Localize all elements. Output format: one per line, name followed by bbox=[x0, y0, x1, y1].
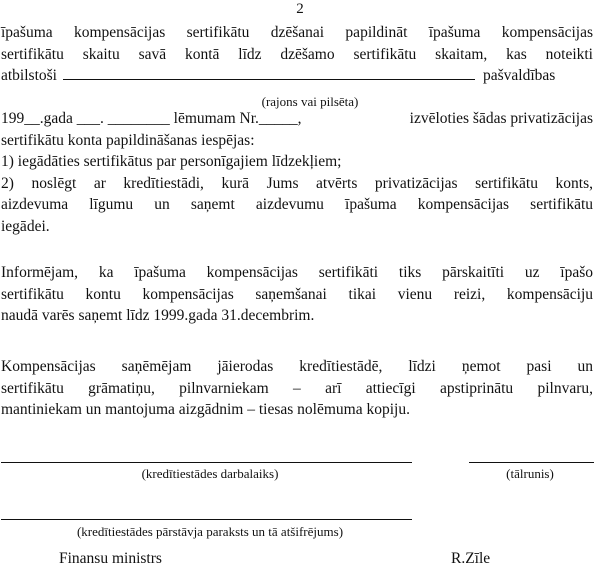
text-line: Kompensācijas saņēmējam jāierodas kredītiestādē, līdzi ņemot pasi un bbox=[1, 358, 593, 375]
working-hours-caption: (kredītiestādes darbalaiks) bbox=[141, 466, 279, 481]
paragraph-decision-options bbox=[1, 108, 593, 237]
decision-line bbox=[1, 108, 593, 130]
phone-caption: (tālrunis) bbox=[506, 466, 554, 481]
text-line: mantiniekam un mantojuma aizgādnim – tiesas nolēmuma kopiju. bbox=[1, 401, 410, 418]
text-fragment: pašvaldības bbox=[482, 67, 556, 84]
working-hours-line bbox=[1, 462, 412, 463]
municipality-blank bbox=[63, 66, 475, 80]
paragraph-required-documents bbox=[1, 356, 593, 421]
text-fragment: izvēloties šādas privatizācijas bbox=[409, 110, 593, 127]
text-fragment: atbilstoši bbox=[1, 67, 57, 84]
option-2-line: 2) noslēgt ar kredītiestādi, kurā Jums atvērts privatizācijas sertifikātu konts, bbox=[1, 174, 593, 192]
text-line: sertifikātu skaitu savā kontā līdz dzēšamo sertifikātu skaitam, kas noteikti bbox=[1, 45, 593, 63]
page-number: 2 bbox=[296, 1, 304, 17]
municipality-caption: (rajons vai pilsēta) bbox=[261, 94, 359, 109]
text-line: sertifikātu kontu kompensācijas saņemšanai tikai vienu reizi, kompensāciju bbox=[1, 285, 593, 303]
option-1: 1) iegādāties sertifikātus par personīgajiem līdzekļiem; bbox=[1, 153, 342, 170]
text-line: sertifikātu konta papildināšanas iespējas: bbox=[1, 131, 255, 149]
paragraph-compensation-request bbox=[1, 22, 593, 87]
paragraph-transfer-info bbox=[1, 262, 593, 327]
decision-reference: 199__.gada ___. ________ lēmumam Nr._____, bbox=[1, 110, 302, 127]
text-line: naudā varēs saņemt līdz 1999.gada 31.decembrim. bbox=[1, 307, 315, 324]
minister-name: R.Zīle bbox=[451, 550, 491, 567]
text-line-with-blank bbox=[1, 65, 593, 87]
representative-signature-line bbox=[1, 519, 412, 520]
representative-signature-caption: (kredītiestādes pārstāvja paraksts un tā atšifrējums) bbox=[76, 524, 344, 539]
option-2-line: iegādei. bbox=[1, 217, 50, 235]
text-line: sertifikātu grāmatiņu, pilnvarniekam – arī attiecīgi apstiprinātu pilnvaru, bbox=[1, 379, 593, 397]
phone-line bbox=[469, 462, 594, 463]
minister-title: Finansu ministrs bbox=[59, 550, 162, 567]
text-line: īpašuma kompensācijas sertifikātu dzēšanai papildināt īpašuma kompensācijas bbox=[1, 24, 593, 41]
option-2-line: aizdevuma līgumu un saņemt aizdevumu īpašuma kompensācijas sertifikātu bbox=[1, 196, 593, 213]
text-line: Informējam, ka īpašuma kompensācijas sertifikāti tiks pārskaitīti uz īpašo bbox=[1, 264, 593, 281]
